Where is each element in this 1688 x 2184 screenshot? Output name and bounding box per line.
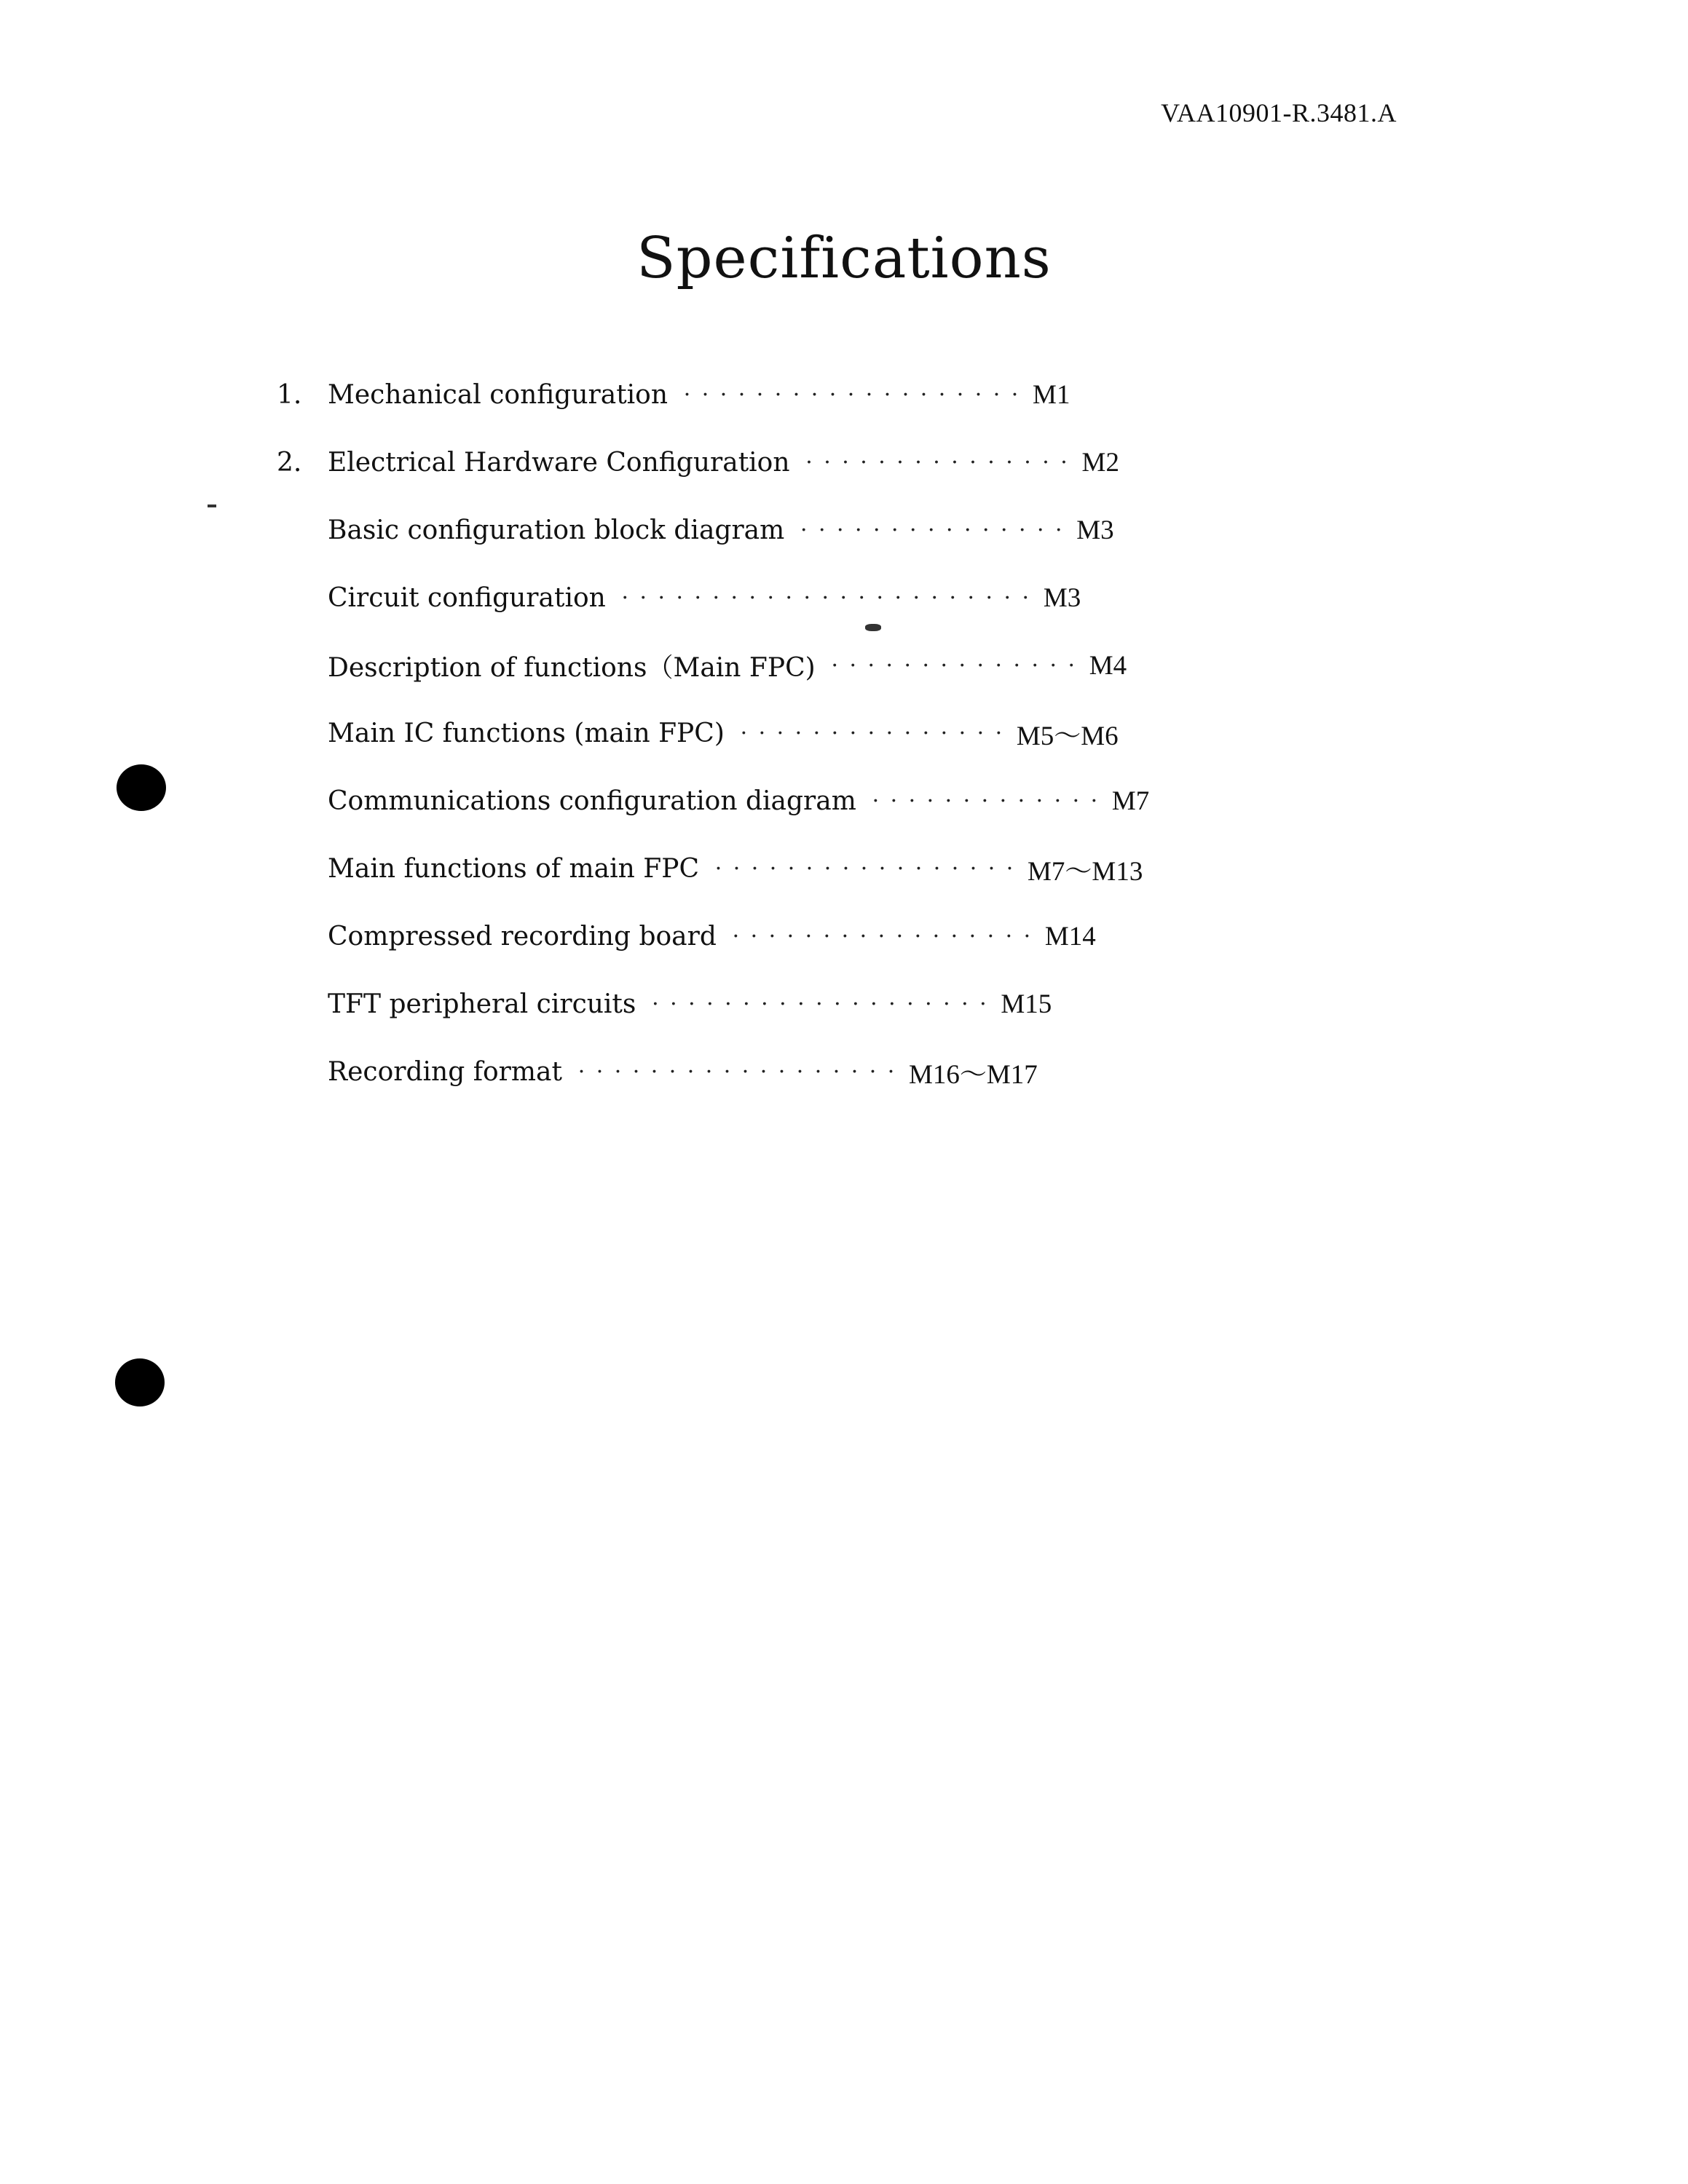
toc-entry-page: M16～M17 — [908, 1060, 1038, 1090]
toc-entry-page: M4 — [1089, 650, 1127, 681]
toc-entry-page: M14 — [1044, 921, 1096, 951]
toc-entry-number: 2. — [277, 447, 302, 478]
dot-leader: · · · · · · · · · · · · · · · · · — [732, 923, 1031, 949]
dot-leader: · · · · · · · · · · · · · — [872, 788, 1098, 814]
toc-entry-label: Circuit configuration — [328, 582, 606, 613]
toc-entry-label: Compressed recording board — [328, 921, 717, 951]
toc-entry-label: Recording format — [328, 1056, 562, 1087]
toc-entry-page: M7 — [1111, 786, 1150, 816]
toc-entry-label: Main IC functions (main FPC) — [328, 718, 725, 748]
toc-entry-page: M5～M6 — [1016, 721, 1119, 751]
toc-entry-page: M1 — [1033, 379, 1070, 410]
punch-hole-mark — [115, 1358, 165, 1406]
scan-speck — [865, 624, 881, 631]
toc-entry-label: Communications configuration diagram — [328, 786, 856, 816]
page-title: Specifications — [636, 226, 1052, 291]
toc-entry-page: M3 — [1076, 515, 1114, 545]
toc-entry-label: Electrical Hardware Configuration — [328, 447, 790, 478]
toc-entry-label: Mechanical configuration — [328, 379, 669, 410]
toc-entry-label: Basic configuration block diagram — [328, 515, 785, 545]
toc-entry-number: 1. — [277, 379, 302, 410]
punch-hole-mark — [117, 764, 166, 811]
toc-entry-page: M15 — [1001, 989, 1052, 1019]
dot-leader: · · · · · · · · · · · · · · · — [740, 720, 1003, 746]
dot-leader: · · · · · · · · · · · · · · · — [800, 517, 1062, 543]
dot-leader: · · · · · · · · · · · · · · · — [805, 449, 1068, 475]
toc-entry-label: Main functions of main FPC — [328, 853, 700, 884]
dot-leader: · · · · · · · · · · · · · · · · · — [714, 855, 1014, 882]
scan-speck — [208, 505, 216, 507]
dot-leader: · · · · · · · · · · · · · · · · · · · — [683, 381, 1019, 408]
dot-leader: · · · · · · · · · · · · · · — [831, 652, 1075, 678]
toc-entry-page: M7～M13 — [1028, 857, 1143, 887]
toc-entry-label: TFT peripheral circuits — [328, 989, 636, 1019]
toc-entry-label: Description of functions（Main FPC) — [328, 652, 816, 683]
dot-leader: · · · · · · · · · · · · · · · · · · · — [652, 991, 987, 1017]
document-id: VAA10901-R.3481.A — [1161, 98, 1397, 127]
dot-leader: · · · · · · · · · · · · · · · · · · — [577, 1059, 895, 1085]
toc-entry-page: M2 — [1081, 447, 1119, 478]
dot-leader: · · · · · · · · · · · · · · · · · · · · · · · — [621, 585, 1030, 611]
toc-entry-page: M3 — [1043, 582, 1081, 613]
